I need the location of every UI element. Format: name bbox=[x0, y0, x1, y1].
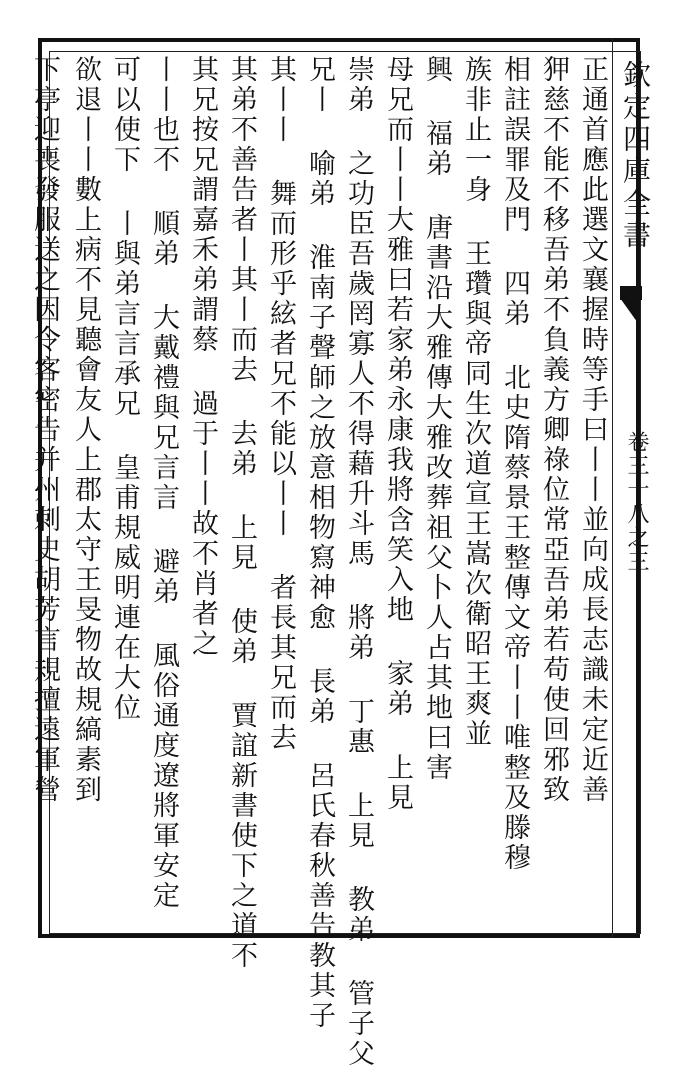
text-column-15: 下亭迎喪發服送之因令客密告并州刺史胡芳言規擅遠軍營 bbox=[29, 55, 60, 805]
spine-volume: 卷三十八之三 bbox=[624, 430, 649, 574]
text-column-4: 族非止一身 王瓚與帝同生次道宣王嵩次衛昭王爽並 bbox=[460, 55, 491, 749]
text-column-8: 兄丨 喻弟 淮南子聲師之放意相物寫神愈 長弟 呂氏春秋善告教其子 bbox=[304, 55, 335, 1031]
text-column-7: 崇弟 之功臣吾歲罔寡人不得藉升斗馬 將弟 丁惠 上見 教弟 管子父 bbox=[343, 55, 374, 1069]
text-column-6: 母兄而丨丨大雅曰若家弟永康我將含笑入地 家弟 上見 bbox=[382, 55, 413, 813]
text-column-13: 可以使下 丨與弟言言承兄 皇甫規威明連在大位 bbox=[109, 55, 140, 723]
text-column-5: 興 福弟 唐書沿大雅傳大雅改葬祖父卜人占其地曰害 bbox=[421, 55, 452, 783]
spine-title: 欽定四庫全書 bbox=[619, 60, 652, 252]
text-column-10: 其弟不善告者丨其丨而去 去弟 上見 使弟 賈誼新書使下之道不 bbox=[226, 55, 257, 971]
text-column-11: 其兄按兄謂嘉禾弟謂蔡 過于丨丨故不肖者之 bbox=[187, 55, 218, 659]
text-column-14: 欲退丨丨數上病不見聽會友人上郡太守王旻物故規縞素到 bbox=[70, 55, 101, 805]
fish-tail-icon bbox=[620, 298, 640, 326]
text-column-3: 相註誤罪及門 四弟 北史隋蔡景王整傳文帝丨丨唯整及滕穆 bbox=[499, 55, 530, 873]
text-column-2: 狎慈不能不移吾弟不負義方卿祿位常亞吾弟若苟使回邪致 bbox=[538, 55, 569, 805]
text-column-12: 丨丨也不 順弟 大戴禮與兄言言 避弟 風俗通度遼將軍安定 bbox=[148, 55, 179, 911]
text-column-9: 其丨丨 舞而形乎絃者兄不能以丨丨 者長其兄而去 bbox=[265, 55, 296, 753]
text-column-1: 正通首應此選文襄握時等手曰丨丨並向成長志識未定近善 bbox=[577, 55, 608, 805]
